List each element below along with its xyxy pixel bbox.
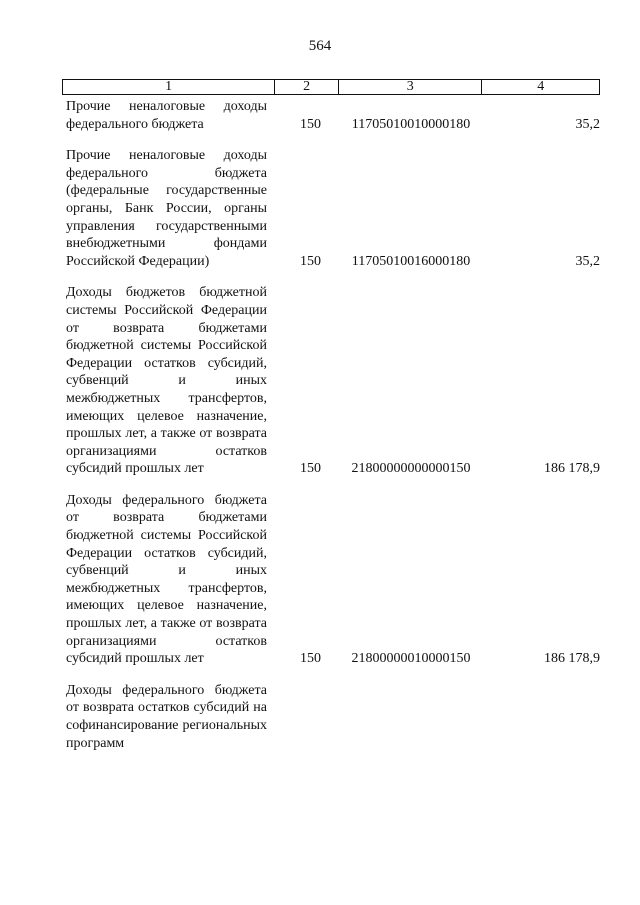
- row-code: 21800000000000150: [351, 461, 471, 477]
- row-amount: 35,2: [575, 253, 600, 269]
- table-row: [62, 682, 600, 752]
- table-header: [62, 79, 600, 95]
- row-description: Доходы федерального бюджета от возврата остатков субсидий на софинансирование региональных программ: [66, 682, 267, 751]
- table-body: [62, 98, 600, 766]
- row-col2: 150: [300, 116, 321, 132]
- table-row: [62, 147, 600, 270]
- row-col2: 150: [300, 253, 321, 269]
- row-amount: 186 178,9: [544, 651, 600, 667]
- table-row: [62, 284, 600, 478]
- row-col2: 150: [300, 651, 321, 667]
- row-description: Доходы бюджетов бюджетной системы Российской Федерации от возврата бюджетами бюджетной системы Российской Федерации остатков субсидий, субвенций и иных межбюджетных трансфертов, имеющих целевое назначение, прошлых лет, а также от возврата организациями остатков субсидий прошлых лет: [66, 285, 267, 477]
- row-amount: 186 178,9: [544, 461, 600, 477]
- row-description: Прочие неналоговые доходы федерального бюджета: [66, 99, 267, 132]
- header-col-2: 2: [275, 80, 339, 94]
- row-description: Прочие неналоговые доходы федерального бюджета (федеральные государственные органы, Банк России, органы управления государственными внебюджетными фондами Российской Федерации): [66, 148, 267, 269]
- row-col2: 150: [300, 461, 321, 477]
- table-row: [62, 492, 600, 668]
- table-row: [62, 98, 600, 133]
- header-col-4: 4: [537, 79, 545, 94]
- row-description: Доходы федерального бюджета от возврата бюджетами бюджетной системы Российской Федерации остатков субсидий, субвенций и иных межбюджетных трансфертов, имеющих целевое назначение, прошлых лет, а также от возврата организациями остатков субсидий прошлых лет: [66, 492, 267, 667]
- row-code: 11705010016000180: [351, 253, 471, 269]
- row-code: 11705010010000180: [351, 116, 471, 132]
- page-number: 564: [308, 38, 332, 54]
- header-col-3: 3: [339, 80, 482, 94]
- header-col-1: 1: [63, 80, 275, 94]
- row-amount: 35,2: [575, 116, 600, 132]
- row-code: 21800000010000150: [351, 651, 471, 667]
